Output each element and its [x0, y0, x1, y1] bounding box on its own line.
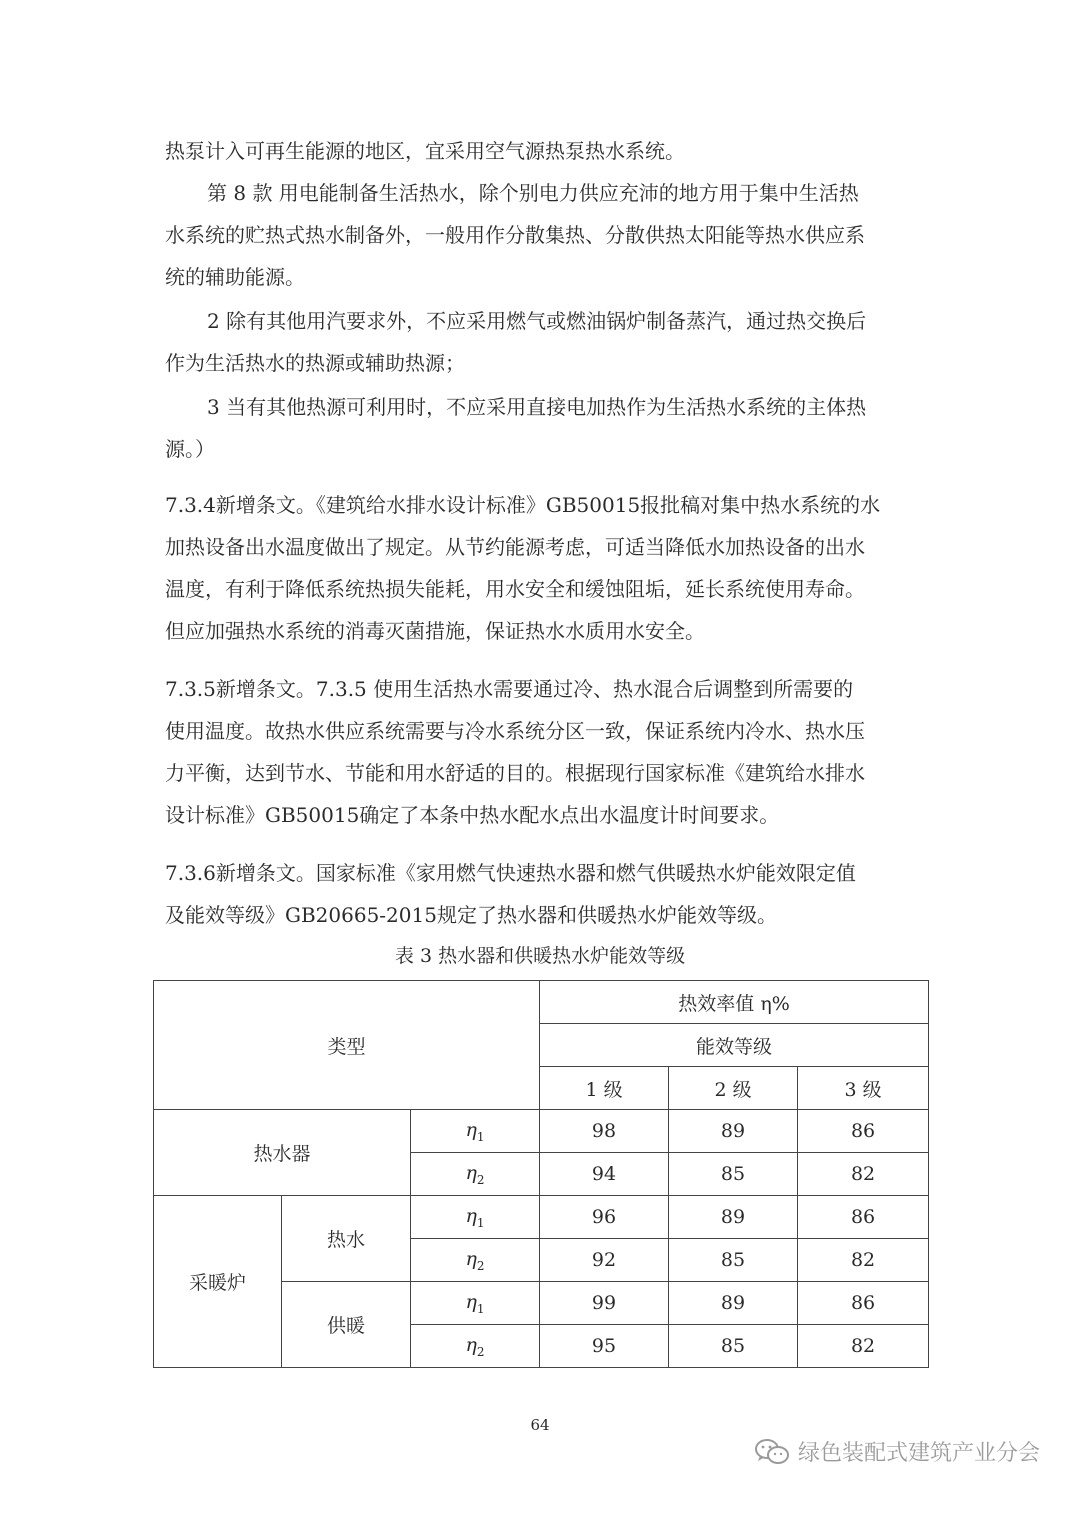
table-row	[154, 1196, 929, 1239]
value-cell: 95	[540, 1325, 669, 1368]
text-line: 作为生活热水的热源或辅助热源；	[165, 351, 465, 375]
symbol-cell	[411, 1325, 540, 1368]
eta-index: 2	[476, 1172, 485, 1187]
efficiency-header: 热效率值 η%	[540, 981, 929, 1024]
value-cell: 92	[540, 1239, 669, 1282]
watermark	[754, 1436, 1040, 1467]
group-cell-water-heater: 热水器	[154, 1110, 411, 1196]
eta-index: 1	[476, 1129, 485, 1144]
table-header-row	[154, 981, 929, 1024]
grade-3-header: 3 级	[798, 1067, 929, 1110]
table-row	[154, 1110, 929, 1153]
paragraph-7	[165, 852, 920, 936]
text-line: 3 当有其他热源可利用时，不应采用直接电加热作为生活热水系统的主体热	[207, 395, 867, 419]
value-cell: 86	[798, 1110, 929, 1153]
text-line: 第 8 款 用电能制备生活热水，除个别电力供应充沛的地方用于集中生活热	[207, 181, 859, 205]
table-caption: 表 3 热水器和供暖热水炉能效等级	[394, 945, 686, 967]
value-cell: 86	[798, 1196, 929, 1239]
value-cell: 98	[540, 1110, 669, 1153]
symbol-cell	[411, 1153, 540, 1196]
symbol-cell	[411, 1239, 540, 1282]
eta-symbol: η	[465, 1118, 477, 1141]
eta-index: 1	[476, 1215, 485, 1230]
symbol-cell	[411, 1196, 540, 1239]
text-line: 7.3.4新增条文。《建筑给水排水设计标准》GB50015报批稿对集中热水系统的水	[165, 493, 881, 517]
value-cell: 85	[669, 1153, 798, 1196]
text-line: 统的辅助能源。	[165, 265, 305, 289]
eta-index: 2	[476, 1344, 485, 1359]
value-cell: 82	[798, 1239, 929, 1282]
paragraph-3	[165, 300, 920, 384]
paragraph-1	[165, 130, 920, 172]
eta-symbol: η	[465, 1204, 477, 1227]
text-line: 设计标准》GB50015确定了本条中热水配水点出水温度计时间要求。	[165, 803, 780, 827]
text-line: 使用温度。故热水供应系统需要与冷水系统分区一致，保证系统内冷水、热水压	[165, 719, 865, 743]
text-line: 力平衡，达到节水、节能和用水舒适的目的。根据现行国家标准《建筑给水排水	[165, 761, 865, 785]
value-cell: 89	[669, 1110, 798, 1153]
grade-2-header: 2 级	[669, 1067, 798, 1110]
text-line: 7.3.5新增条文。7.3.5 使用生活热水需要通过冷、热水混合后调整到所需要的	[165, 677, 854, 701]
text-line: 及能效等级》GB20665-2015规定了热水器和供暖热水炉能效等级。	[165, 903, 777, 927]
type-header: 类型	[154, 981, 540, 1110]
eta-index: 1	[476, 1301, 485, 1316]
value-cell: 99	[540, 1282, 669, 1325]
text-line: 热泵计入可再生能源的地区，宜采用空气源热泵热水系统。	[165, 139, 685, 163]
grade-header: 能效等级	[540, 1024, 929, 1067]
watermark-text: 绿色装配式建筑产业分会	[797, 1441, 1040, 1466]
value-cell: 89	[669, 1196, 798, 1239]
text-line: 水系统的贮热式热水制备外，一般用作分散集热、分散供热太阳能等热水供应系	[165, 223, 865, 247]
text-line: 但应加强热水系统的消毒灭菌措施，保证热水水质用水安全。	[165, 619, 705, 643]
value-cell: 85	[669, 1325, 798, 1368]
symbol-cell	[411, 1282, 540, 1325]
efficiency-table	[153, 980, 929, 1368]
eta-symbol: η	[465, 1247, 477, 1270]
paragraph-5	[165, 484, 920, 652]
sub-cell-space-heating: 供暖	[282, 1282, 411, 1368]
value-cell: 82	[798, 1153, 929, 1196]
group-cell-heating-boiler: 采暖炉	[154, 1196, 282, 1368]
text-line: 2 除有其他用汽要求外，不应采用燃气或燃油锅炉制备蒸汽，通过热交换后	[207, 309, 867, 333]
value-cell: 82	[798, 1325, 929, 1368]
paragraph-2	[165, 172, 920, 298]
eta-symbol: η	[465, 1290, 477, 1313]
eta-index: 2	[476, 1258, 485, 1273]
value-cell: 94	[540, 1153, 669, 1196]
symbol-cell	[411, 1110, 540, 1153]
sub-cell-hot-water: 热水	[282, 1196, 411, 1282]
eta-symbol: η	[465, 1333, 477, 1356]
text-line: 7.3.6新增条文。国家标准《家用燃气快速热水器和燃气供暖热水炉能效限定值	[165, 861, 856, 885]
value-cell: 96	[540, 1196, 669, 1239]
value-cell: 89	[669, 1282, 798, 1325]
paragraph-4	[165, 386, 920, 470]
eta-symbol: η	[465, 1161, 477, 1184]
text-line: 源。）	[165, 437, 215, 461]
paragraph-6	[165, 668, 920, 836]
page-number: 64	[530, 1416, 550, 1434]
text-line: 加热设备出水温度做出了规定。从节约能源考虑，可适当降低水加热设备的出水	[165, 535, 865, 559]
value-cell: 85	[669, 1239, 798, 1282]
text-line: 温度，有利于降低系统热损失能耗，用水安全和缓蚀阻垢，延长系统使用寿命。	[165, 577, 865, 601]
wechat-icon	[754, 1438, 790, 1466]
value-cell: 86	[798, 1282, 929, 1325]
grade-1-header: 1 级	[540, 1067, 669, 1110]
